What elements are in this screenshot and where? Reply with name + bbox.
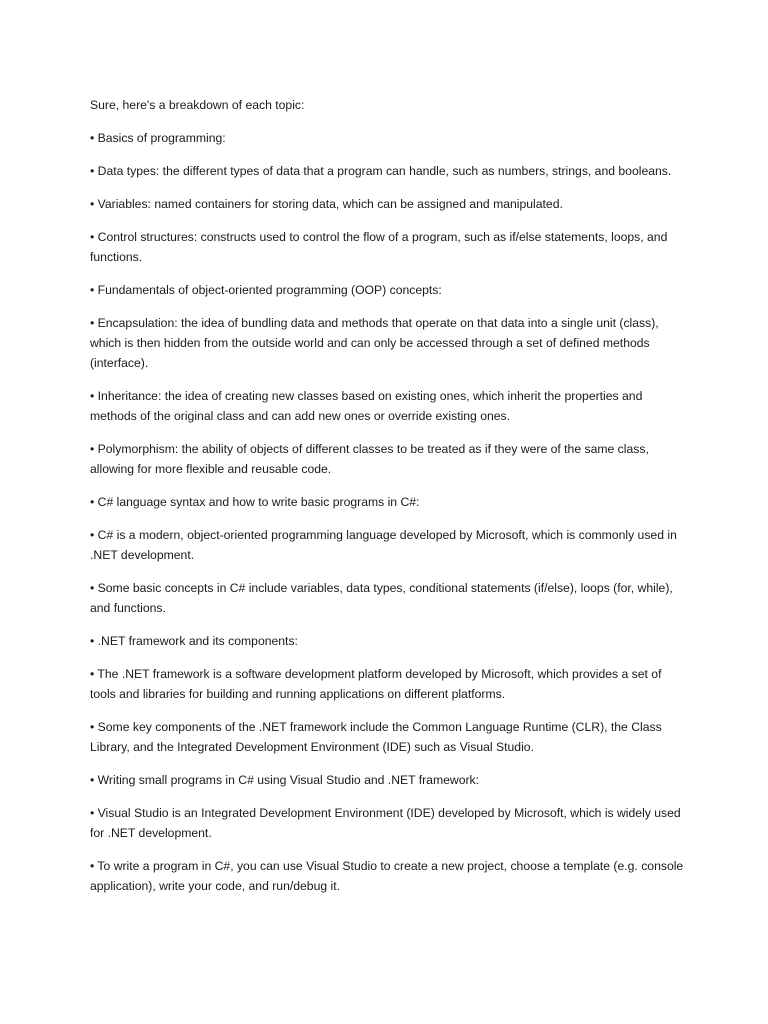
list-item-csharp-basics: • Some basic concepts in C# include variables, data types, conditional statements (if/else), loops (for, while), and functions. (90, 581, 673, 615)
intro-paragraph: Sure, here's a breakdown of each topic: (90, 98, 305, 112)
list-item-encapsulation: • Encapsulation: the idea of bundling data and methods that operate on that data into a single unit (class), which is then hidden from the outside world and can only be accessed through a set of defined methods (interface). (90, 316, 659, 370)
document-page (90, 95, 690, 909)
list-item-basics-heading: • Basics of programming: (90, 131, 226, 145)
list-item-data-types: • Data types: the different types of data that a program can handle, such as numbers, strings, and booleans. (90, 164, 672, 178)
list-item-write-program: • To write a program in C#, you can use Visual Studio to create a new project, choose a template (e.g. console application), write your code, and run/debug it. (90, 859, 684, 893)
list-item-oop-heading: • Fundamentals of object-oriented programming (OOP) concepts: (90, 283, 442, 297)
list-item-dotnet-components: • Some key components of the .NET framework include the Common Language Runtime (CLR), the Class Library, and the Integrated Development Environment (IDE) such as Visual Studio. (90, 720, 662, 754)
list-item-control-structures: • Control structures: constructs used to control the flow of a program, such as if/else statements, loops, and functions. (90, 230, 668, 264)
list-item-writing-heading: • Writing small programs in C# using Visual Studio and .NET framework: (90, 773, 480, 787)
list-item-dotnet-heading: • .NET framework and its components: (90, 634, 298, 648)
list-item-csharp-modern: • C# is a modern, object-oriented programming language developed by Microsoft, which is commonly used in .NET development. (90, 528, 677, 562)
list-item-csharp-heading: • C# language syntax and how to write basic programs in C#: (90, 495, 420, 509)
list-item-dotnet-platform: • The .NET framework is a software development platform developed by Microsoft, which provides a set of tools and libraries for building and running applications on different platforms. (90, 667, 662, 701)
list-item-visual-studio: • Visual Studio is an Integrated Development Environment (IDE) developed by Microsoft, which is widely used for .NET development. (90, 806, 681, 840)
list-item-polymorphism: • Polymorphism: the ability of objects of different classes to be treated as if they were of the same class, allowing for more flexible and reusable code. (90, 442, 649, 476)
list-item-variables: • Variables: named containers for storing data, which can be assigned and manipulated. (90, 197, 563, 211)
list-item-inheritance: • Inheritance: the idea of creating new classes based on existing ones, which inherit the properties and methods of the original class and can add new ones or override existing ones. (90, 389, 643, 423)
